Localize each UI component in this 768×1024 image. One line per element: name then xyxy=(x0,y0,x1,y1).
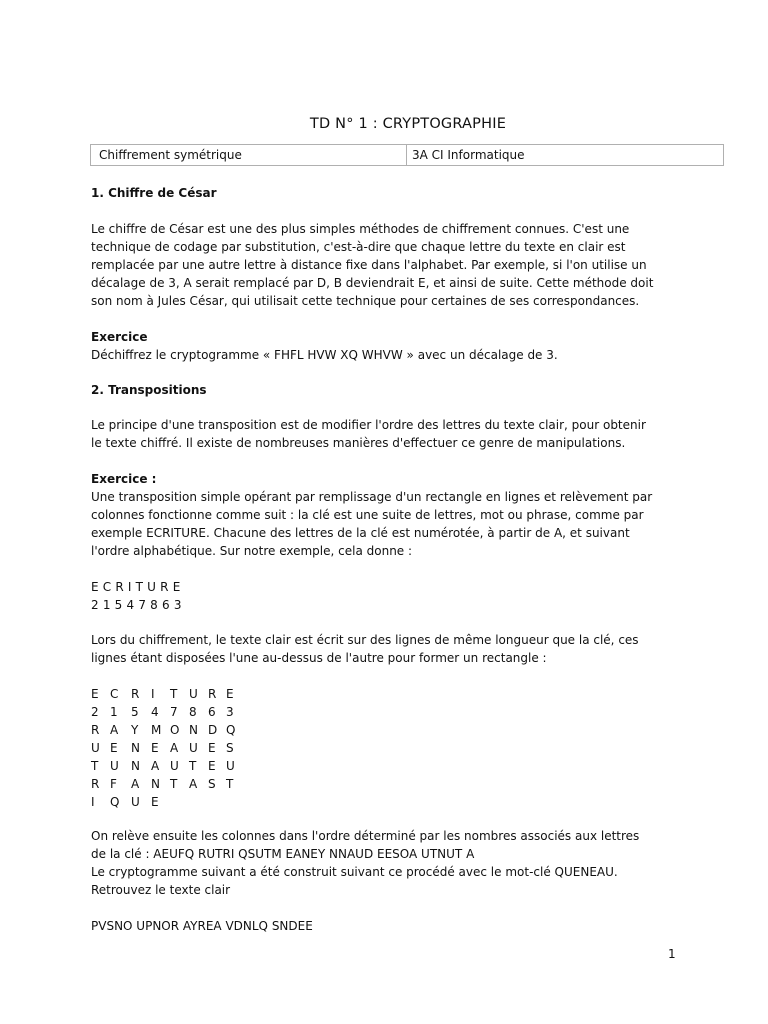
grid-cell: N xyxy=(131,759,140,773)
grid-cell: 4 xyxy=(151,705,159,719)
grid-cell: A xyxy=(110,723,119,737)
grid-cell: E xyxy=(208,741,216,755)
grid-cell: Q xyxy=(110,795,120,809)
grid-cell: A xyxy=(170,741,179,755)
key-numbers: 21547863 xyxy=(91,598,186,612)
grid-cell: F xyxy=(110,777,117,791)
paragraph-line: technique de codage par substitution, c'est-à-dire que chaque lettre du texte en clair est xyxy=(91,240,626,254)
paragraph-line: Le chiffre de César est une des plus simples méthodes de chiffrement connues. C'est une xyxy=(91,222,630,236)
grid-cell: E xyxy=(151,741,159,755)
grid-cell: A xyxy=(131,777,140,791)
header-table xyxy=(90,144,724,166)
grid-cell: Q xyxy=(226,723,236,737)
key-word: ECRITURE xyxy=(91,580,185,594)
grid-cell: 3 xyxy=(226,705,234,719)
grid-cell: U xyxy=(189,741,198,755)
page-number: 1 xyxy=(668,947,676,961)
grid-cell: E xyxy=(208,759,216,773)
grid-cell: E xyxy=(226,687,234,701)
grid-cell: U xyxy=(91,741,100,755)
grid-cell: 7 xyxy=(170,705,178,719)
grid-cell: I xyxy=(91,795,95,809)
grid-cell: T xyxy=(170,687,178,701)
paragraph-line: Lors du chiffrement, le texte clair est écrit sur des lignes de même longueur que la clé, ces xyxy=(91,633,639,647)
paragraph-line: le texte chiffré. Il existe de nombreuses manières d'effectuer ce genre de manipulations. xyxy=(91,436,626,450)
cipher-text: PVSNO UPNOR AYREA VDNLQ SNDEE xyxy=(91,919,313,933)
grid-cell: U xyxy=(131,795,140,809)
grid-cell: 5 xyxy=(131,705,139,719)
grid-cell: T xyxy=(91,759,99,773)
exercise-2-title: Exercice : xyxy=(91,472,157,486)
paragraph-line: colonnes fonctionne comme suit : la clé est une suite de lettres, mot ou phrase, comme par xyxy=(91,508,644,522)
grid-cell: S xyxy=(226,741,234,755)
grid-cell: 1 xyxy=(110,705,118,719)
grid-cell: 2 xyxy=(91,705,99,719)
grid-cell: U xyxy=(226,759,235,773)
course-label: Chiffrement symétrique xyxy=(91,145,407,165)
paragraph-line: décalage de 3, A serait remplacé par D, B deviendrait E, et ainsi de suite. Cette méthode doit xyxy=(91,276,654,290)
grid-cell: R xyxy=(208,687,217,701)
page-title: TD N° 1 : CRYPTOGRAPHIE xyxy=(309,116,507,132)
grid-cell: 6 xyxy=(208,705,216,719)
grid-cell: U xyxy=(189,687,198,701)
grid-cell: U xyxy=(170,759,179,773)
grid-cell: 8 xyxy=(189,705,197,719)
grid-cell: M xyxy=(151,723,162,737)
paragraph-line: Le principe d'une transposition est de modifier l'ordre des lettres du texte clair, pour obtenir xyxy=(91,418,646,432)
exercise-1-title: Exercice xyxy=(91,330,148,344)
grid-cell: T xyxy=(170,777,178,791)
class-label: 3A CI Informatique xyxy=(412,148,525,162)
grid-cell: E xyxy=(151,795,159,809)
grid-cell: Y xyxy=(131,723,139,737)
paragraph-line: Le cryptogramme suivant a été construit suivant ce procédé avec le mot-clé QUENEAU. xyxy=(91,865,618,879)
grid-cell: T xyxy=(189,759,197,773)
grid-cell: D xyxy=(208,723,218,737)
paragraph-line: Une transposition simple opérant par remplissage d'un rectangle en lignes et relèvement par xyxy=(91,490,653,504)
grid-cell: I xyxy=(151,687,155,701)
grid-cell: R xyxy=(91,777,100,791)
paragraph-line: exemple ECRITURE. Chacune des lettres de la clé est numérotée, à partir de A, et suivant xyxy=(91,526,630,540)
grid-cell: E xyxy=(110,741,118,755)
grid-cell: S xyxy=(208,777,216,791)
grid-cell: A xyxy=(151,759,160,773)
paragraph-line: On relève ensuite les colonnes dans l'ordre déterminé par les nombres associés aux lettres xyxy=(91,829,640,843)
section-2-heading: 2. Transpositions xyxy=(91,383,207,397)
paragraph-line: remplacée par une autre lettre à distance fixe dans l'alphabet. Par exemple, si l'on utilise un xyxy=(91,258,647,272)
grid-cell: R xyxy=(91,723,100,737)
grid-cell: A xyxy=(189,777,198,791)
grid-cell: E xyxy=(91,687,99,701)
grid-cell: N xyxy=(189,723,198,737)
paragraph-line: Retrouvez le texte clair xyxy=(91,883,231,897)
paragraph-line: son nom à Jules César, qui utilisait cette technique pour certaines de ses correspondances. xyxy=(91,294,640,308)
grid-cell: O xyxy=(170,723,180,737)
section-1-heading: 1. Chiffre de César xyxy=(91,186,217,200)
exercise-1-text: Déchiffrez le cryptogramme « FHFL HVW XQ WHVW » avec un décalage de 3. xyxy=(91,348,558,362)
grid-cell: T xyxy=(226,777,234,791)
paragraph-line: de la clé : AEUFQ RUTRI QSUTM EANEY NNAUD EESOA UTNUT A xyxy=(91,847,475,861)
grid-cell: C xyxy=(110,687,119,701)
grid-cell: R xyxy=(131,687,140,701)
grid-cell: N xyxy=(131,741,140,755)
paragraph-line: lignes étant disposées l'une au-dessus de l'autre pour former un rectangle : xyxy=(91,651,547,665)
grid-cell: U xyxy=(110,759,119,773)
grid-cell: N xyxy=(151,777,160,791)
paragraph-line: l'ordre alphabétique. Sur notre exemple, cela donne : xyxy=(91,544,413,558)
